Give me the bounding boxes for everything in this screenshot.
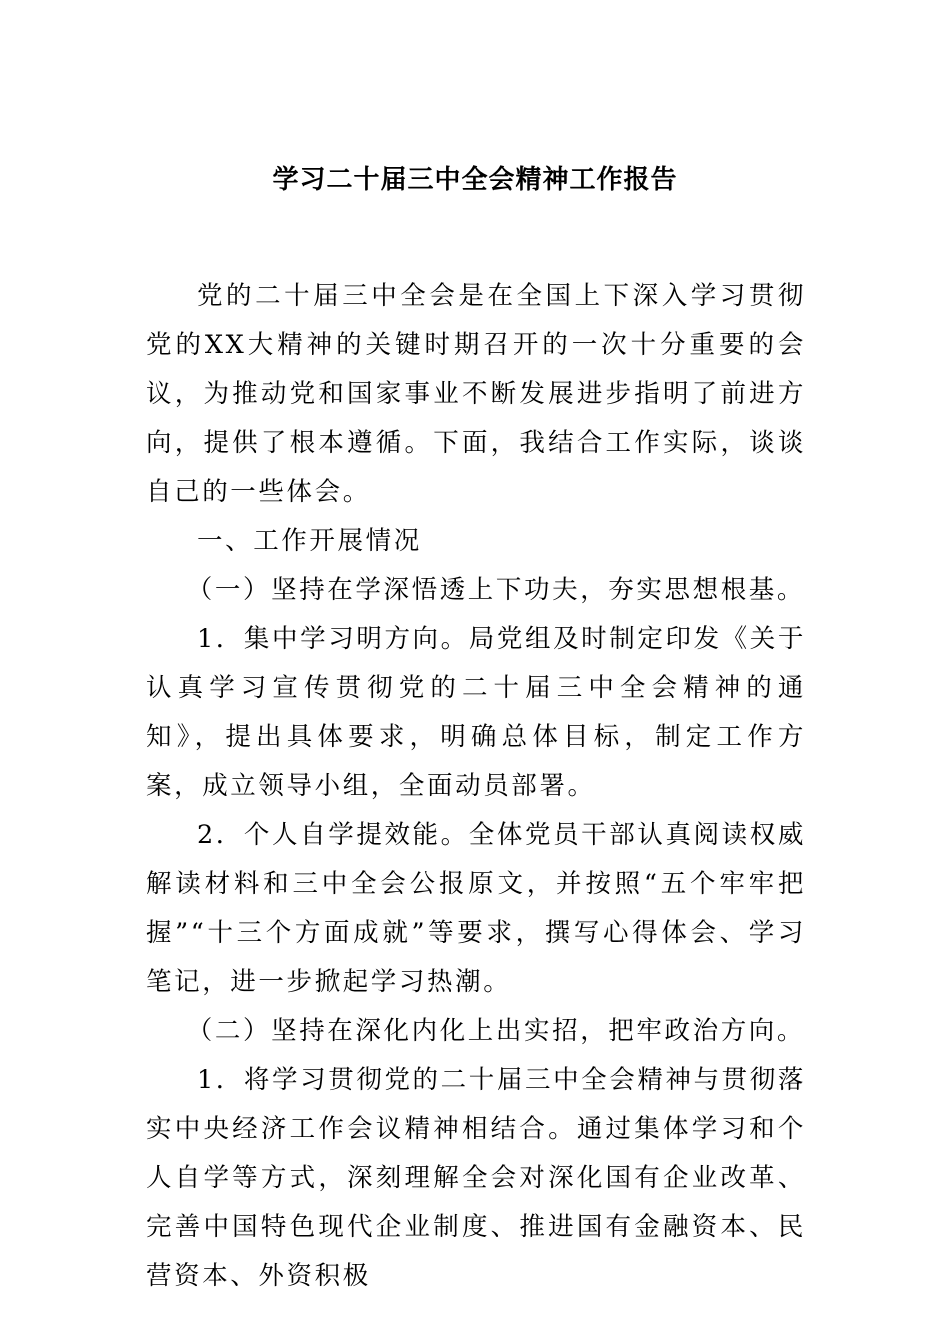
paragraph-item-1-2: 2．个人自学提效能。全体党员干部认真阅读权威解读材料和三中全会公报原文，并按照“五个牢牢把握”“十三个方面成就”等要求，撰写心得体会、学习笔记，进一步掀起学习热潮。 (146, 820, 806, 997)
document-body (146, 272, 806, 1301)
paragraph-intro: 党的二十届三中全会是在全国上下深入学习贯彻党的XX大精神的关键时期召开的一次十分重要的会议，为推动党和国家事业不断发展进步指明了前进方向，提供了根本遵循。下面，我结合工作实际，谈谈自己的一些体会。 (146, 281, 806, 507)
paragraph-item-1-1: 1．集中学习明方向。局党组及时制定印发《关于认真学习宣传贯彻党的二十届三中全会精神的通知》，提出具体要求，明确总体目标，制定工作方案，成立领导小组，全面动员部署。 (146, 624, 806, 801)
paragraph-item-2-1: 1．将学习贯彻党的二十届三中全会精神与贯彻落实中央经济工作会议精神相结合。通过集体学习和个人自学等方式，深刻理解全会对深化国有企业改革、完善中国特色现代企业制度、推进国有金融资本、民营资本、外资积极 (146, 1065, 806, 1291)
section-heading-1: 一、工作开展情况 (197, 526, 422, 556)
subsection-heading-2: （二）坚持在深化内化上出实招，把牢政治方向。 (186, 1016, 805, 1046)
document-title: 学习二十届三中全会精神工作报告 (272, 165, 678, 195)
subsection-heading-1: （一）坚持在学深悟透上下功夫，夯实思想根基。 (186, 575, 805, 605)
